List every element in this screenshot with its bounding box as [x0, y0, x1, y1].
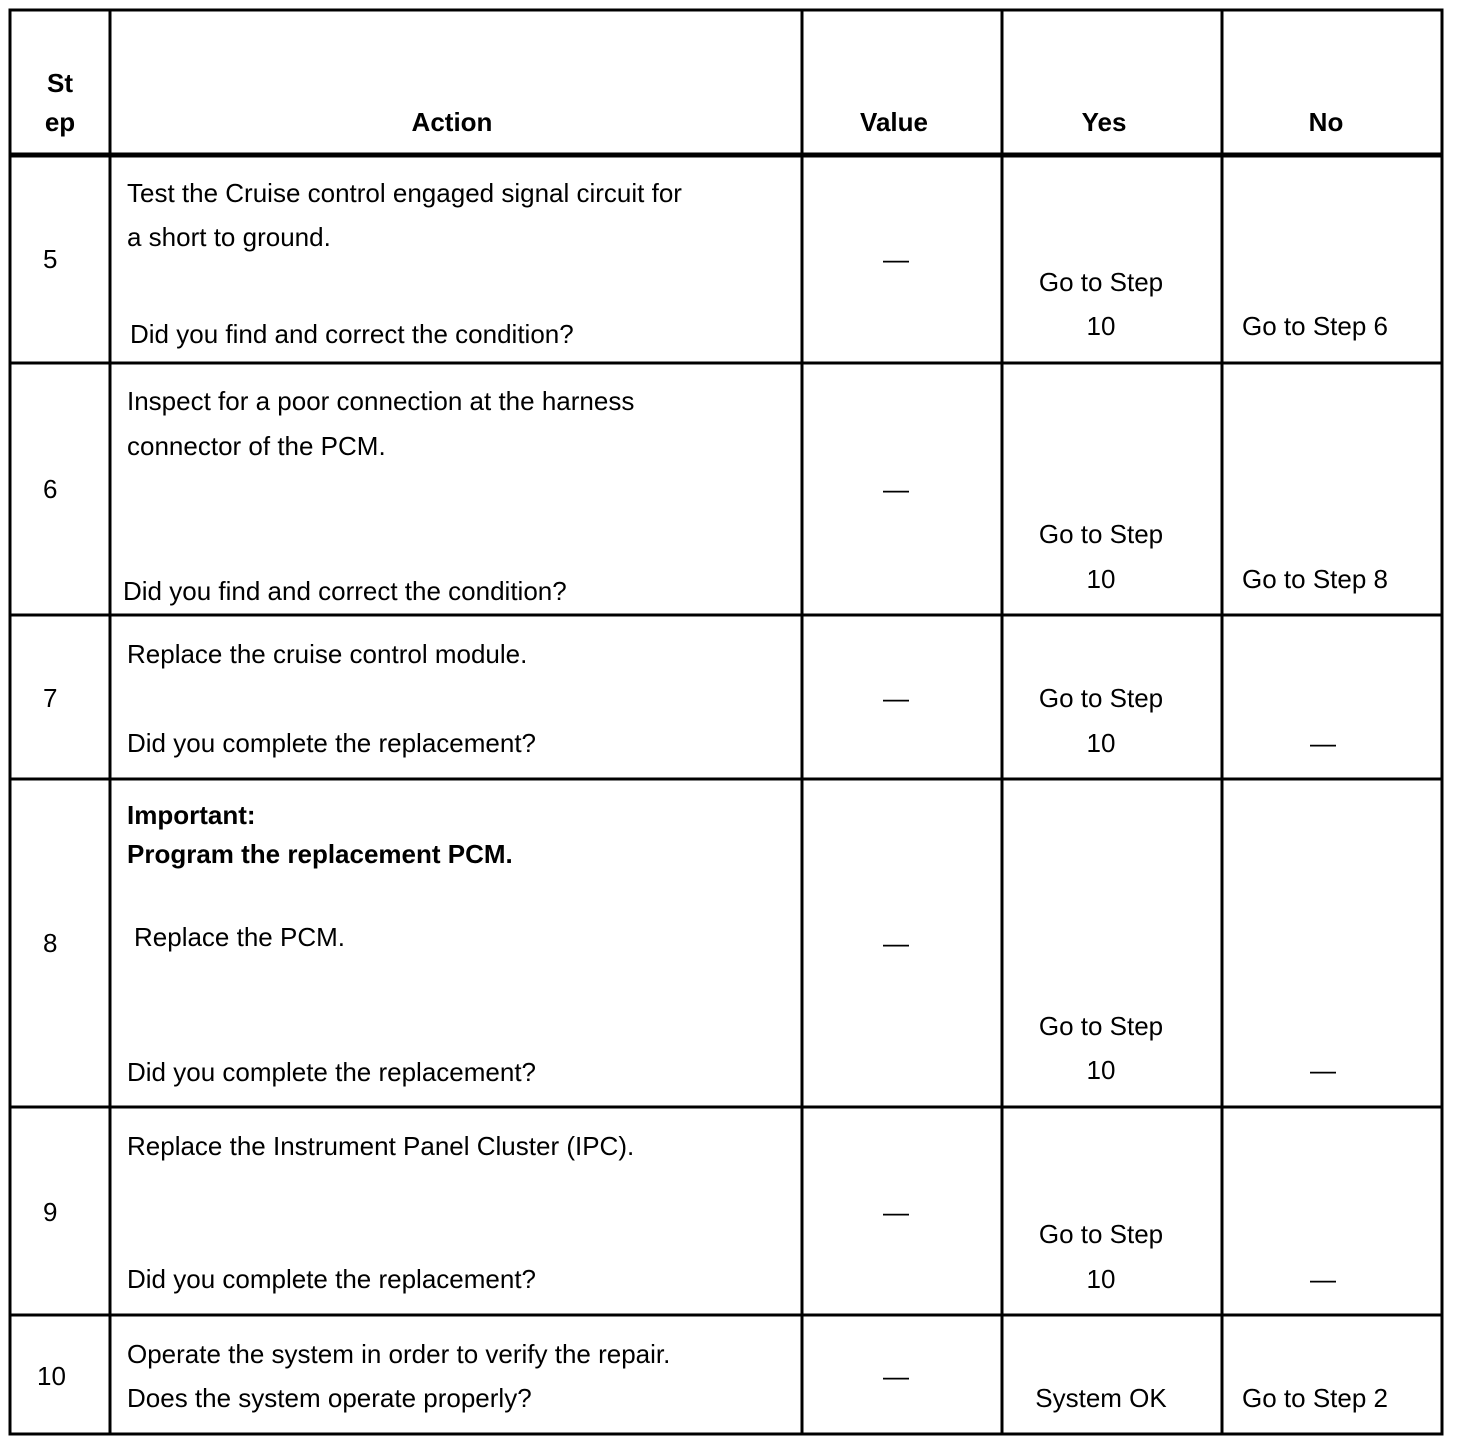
header-step-line1: St — [47, 68, 73, 98]
action-question: Did you find and correct the condition? — [123, 576, 567, 606]
action-text: Replace the cruise control module. — [127, 639, 528, 669]
step-number: 7 — [43, 683, 58, 713]
important-text: Program the replacement PCM. — [127, 839, 513, 869]
yes-cell: 10 — [1086, 1264, 1116, 1294]
action-question: Did you find and correct the condition? — [130, 319, 574, 349]
action-question: Does the system operate properly? — [127, 1383, 532, 1413]
header-action: Action — [411, 107, 493, 137]
no-cell: — — [1310, 1055, 1336, 1085]
action-question: Did you complete the replacement? — [127, 1057, 537, 1087]
yes-cell: 10 — [1086, 728, 1116, 758]
action-question: Did you complete the replacement? — [127, 1264, 537, 1294]
step-number: 8 — [43, 928, 58, 958]
important-label: Important: — [127, 800, 256, 830]
no-cell: Go to Step 6 — [1242, 311, 1388, 341]
action-text: Inspect for a poor connection at the harness — [127, 386, 635, 416]
header-no: No — [1308, 107, 1344, 137]
step-number: 5 — [43, 244, 58, 274]
yes-cell: Go to Step — [1038, 1219, 1164, 1249]
step-number: 10 — [37, 1361, 66, 1391]
value-cell: — — [883, 683, 909, 713]
action-text: Test the Cruise control engaged signal circuit for — [127, 178, 682, 208]
header-yes: Yes — [1081, 107, 1127, 137]
yes-cell: Go to Step — [1038, 1011, 1164, 1041]
header-step-line2: ep — [44, 107, 76, 137]
step-number: 6 — [43, 474, 58, 504]
action-text: Replace the Instrument Panel Cluster (IPC). — [127, 1131, 635, 1161]
value-cell: — — [883, 474, 909, 504]
yes-cell: 10 — [1086, 564, 1116, 594]
header-value: Value — [860, 107, 928, 137]
yes-cell: System OK — [1035, 1383, 1167, 1413]
action-text: Replace the PCM. — [134, 922, 345, 952]
action-question: Did you complete the replacement? — [127, 728, 537, 758]
yes-cell: Go to Step — [1038, 267, 1164, 297]
yes-cell: Go to Step — [1038, 683, 1164, 713]
action-text: Operate the system in order to verify the repair. — [127, 1339, 671, 1369]
value-cell: — — [883, 1197, 909, 1227]
no-cell: — — [1310, 1264, 1336, 1294]
action-text: a short to ground. — [127, 222, 331, 252]
no-cell: Go to Step 8 — [1242, 564, 1388, 594]
yes-cell: 10 — [1086, 1055, 1116, 1085]
no-cell: Go to Step 2 — [1242, 1383, 1388, 1413]
value-cell: — — [883, 244, 909, 274]
yes-cell: 10 — [1086, 311, 1116, 341]
step-number: 9 — [43, 1197, 58, 1227]
no-cell: — — [1310, 728, 1336, 758]
yes-cell: Go to Step — [1038, 519, 1164, 549]
value-cell: — — [883, 1361, 909, 1391]
action-text: connector of the PCM. — [127, 431, 386, 461]
value-cell: — — [883, 928, 909, 958]
